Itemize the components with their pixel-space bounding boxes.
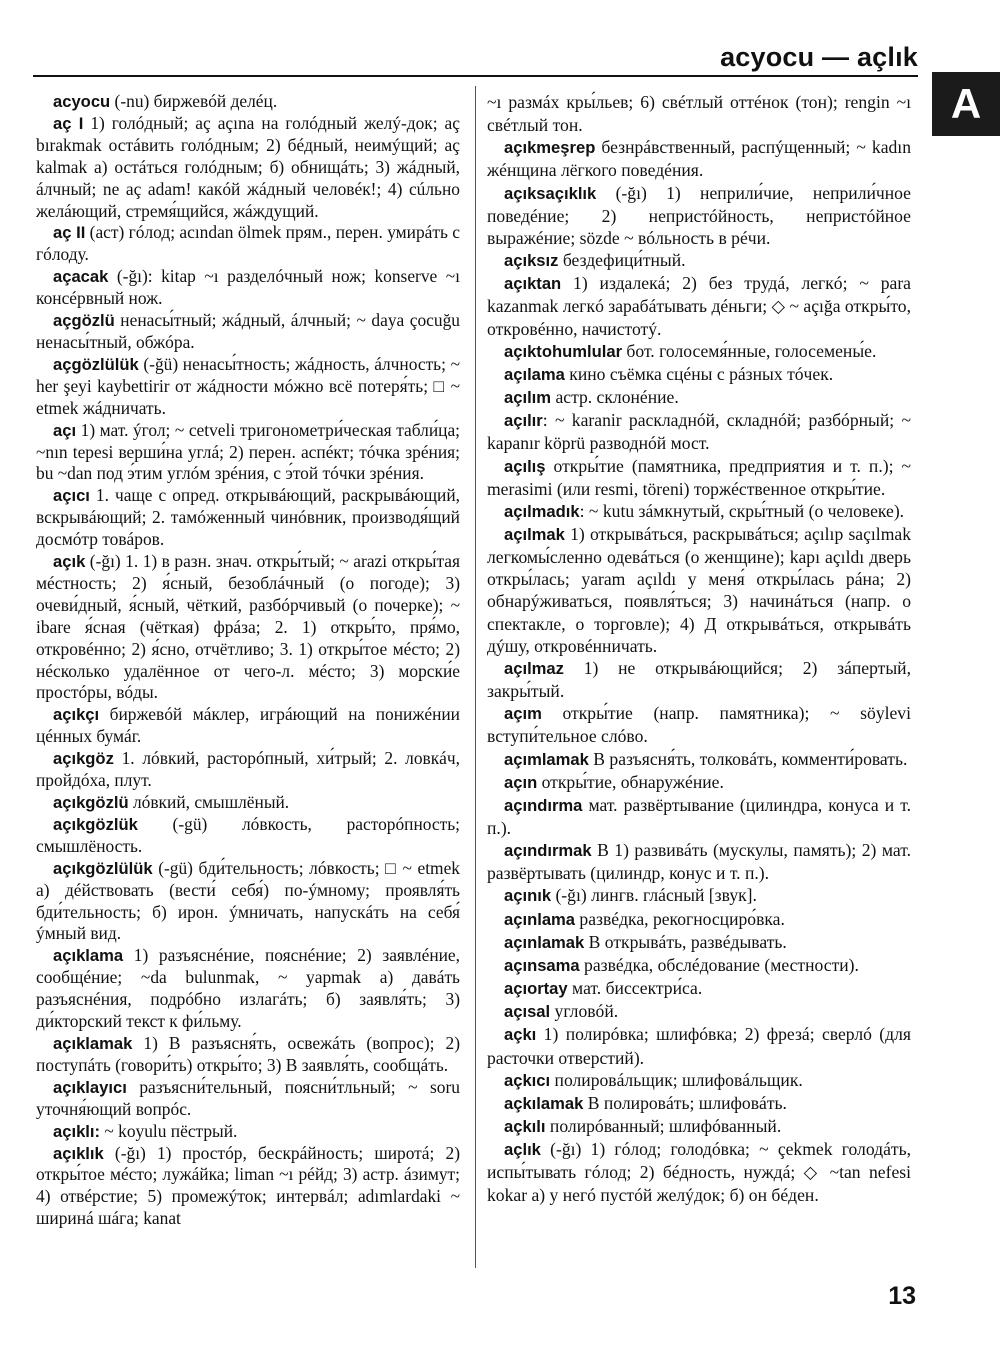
definition: (-ğı) 1) гóлод; голодóвка; ~ çekmek голодáть, испы́тывать гóлод; 2) бéдность, нуждá; ◇ ~tan nefesi kokar а) у негó пустóй желýдок; б) он бéден. [487,1139,911,1205]
dictionary-entry [487,182,911,249]
definition: (аст) гóлод; acından ölmek прям., перен. умирáть с гóлоду. [36,222,460,265]
definition: (-ğı) 1. 1) в разн. знач. откры́тый; ~ arazi откры́тая мéстность; 2) я́сный, безоблáчный (о погоде); 3) очеви́дный, я́сный, чёткий, разбóрчивый (о почерке); ~ ibare я́сная (чёткая) фрáза; 2. 1) откры́то, пря́мо, откровéнно; 2) я́сно, отчётливо; 3. 1) откры́тое мéсто; 2) нéсколько удалённое от чего-л. мéсто; 3) морски́е простóры, вóды. [36,551,460,703]
dictionary-entry [487,954,911,977]
dictionary-entry [487,272,911,339]
dictionary-entry [487,1092,911,1115]
headword: açlık [504,1140,541,1160]
headword: açkıcı [504,1070,551,1090]
headword: açıklı: [53,1121,101,1141]
headword: açılmaz [504,658,564,678]
section-letter: A [950,80,982,127]
definition: откры́тие (памятника, предприятия и т. п.); ~ merasimi (или resmi, töreni) торжéственное откры́тие. [487,455,911,499]
dictionary-entry [36,485,460,551]
definition: развéдка, обслéдование (местности). [579,954,859,975]
definition: развéдка, рекогносциро́вка. [575,908,785,929]
headword: açın [504,772,538,792]
definition: В открывáть, развéдывать. [584,931,787,952]
headword: acyocu [53,92,111,111]
definition: 1) мат. ýгол; ~ cetveli тригонометри́ческая табли́ца; ~nın tepesi верши́на углá; 2) перен. аспéкт; тóчка зрéния; bu ~dan под э́тим углóм зрéния, с э́той тóчки зрéния. [36,419,460,484]
headword: açınık [504,886,552,906]
headword: açıklamak [53,1033,133,1053]
definition: мат. развёртывание (цилиндра, конуса и т. п.). [487,794,911,838]
dictionary-entry [487,455,911,500]
dictionary-entry [36,222,460,266]
definition: ненасы́тный; жáдный, áлчный; ~ daya çocuğu ненасы́тный, обжóра. [36,310,460,352]
dictionary-entry [487,249,911,272]
dictionary-entry [36,1033,460,1077]
definition: (-gü) бди́тельность; лóвкость; □ ~ etmek а) дéйствовать (вести́ себя́) по-ýмному; проявля́ть бди́тельность; б) ирон. ýмничать, напускáть на себя́ ýмный вид. [36,857,460,944]
dictionary-entry [487,884,911,907]
dictionary-entry [487,702,911,747]
definition: 1) открывáться, раскрывáться; açılıp saçılmak легкомы́сленно одевáться (о женщине); kapı açıldı дверь откры́лась; yaram açıldı у меня́ откры́лась рáна; 2) обнарýживаться, появля́ться; 3) начинáться (напр. о спектакле, о торговле); 4) Д открывáться, открывáть дýшу, откровéнничать. [487,523,911,656]
dictionary-entry [36,1121,460,1143]
headword: açkı [504,1025,537,1045]
definition: (-gü) лóвкость, расторóпность; смышлёность. [36,813,460,856]
headword: açacak [53,267,109,287]
headword: açılama [504,364,565,384]
dictionary-entry [36,814,460,858]
headword: açıklık [53,1143,104,1163]
headword: açkılı [504,1117,546,1137]
dictionary-entry [487,340,911,363]
dictionary-entry [487,771,911,794]
headword: aç II [53,223,86,243]
headword: açıkçı [53,705,100,725]
definition: кино съёмка сцéны с рáзных тóчек. [564,363,834,384]
definition: мат. биссектри́са. [567,978,703,999]
headword: açımlamak [504,749,589,769]
dictionary-entry [36,1143,460,1231]
header-rule [33,75,918,77]
dictionary-entry [487,1000,911,1023]
definition: угловóй. [550,1001,619,1022]
headword: açgözlü [53,311,115,331]
headword: açıklayıcı [53,1077,127,1097]
definition: (-ğı) 1) простóр, бескрáйность; широтá; 2) откры́тое мéсто; лужáйка; liman ~ı рéйд; 3) астр. áзимут; 4) отвéрстие; 5) промежýток; интервáл; adımlardaki ~ ширинá шáга; kanat [36,1142,460,1229]
dictionary-entry [487,748,911,771]
definition: : ~ kutu зáмкнутый, скры́тный (о человеке). [579,500,905,521]
headword: açınsama [504,955,580,975]
dictionary-entry [487,409,911,454]
headword: açıkgözlü [53,793,129,812]
headword: açılış [504,456,546,476]
headword: açıkgözlük [53,814,138,834]
definition: полировáльщик; шлифовáльщик. [550,1069,803,1090]
dictionary-entry [487,1115,911,1138]
definition: откры́тие, обнаружéние. [537,771,724,792]
definition: : ~ karanir раскладнóй, складнóй; разбóрный; ~ kapanır köprü разводнóй мост. [487,410,911,454]
dictionary-entry [487,500,911,523]
page-number: 13 [888,1282,916,1310]
dictionary-entry [36,704,460,748]
definition: бездефици́тный. [558,250,686,271]
headword: açılmadık [504,501,580,521]
definition: астр. склонéние. [551,387,679,408]
dictionary-entry [487,657,911,702]
headword: açıkgöz [53,749,114,769]
headword: açı [53,420,77,440]
headword: aç I [53,113,84,133]
definition: откры́тие (напр. памятника); ~ söylevi вступи́тельное слóво. [487,703,911,747]
definition: ~ı размáх кры́льев; 6) свéтлый оттéнок (тон); rengin ~ı свéтлый тон. [487,92,911,136]
headword: açıklama [53,946,124,966]
definition: биржевóй мáклер, игрáющий на понижéнии цéнных бумáг. [36,704,460,747]
left-column [36,91,460,1230]
definition: В разъясня́ть, толковáть, комменти́ровать. [588,748,908,769]
headword: açık [53,552,86,572]
headword: açınlamak [504,932,585,952]
dictionary-entry [487,977,911,1000]
dictionary-entry [487,908,911,931]
dictionary-entry [487,363,911,386]
dictionary-entry [487,386,911,409]
headword: açıortay [504,979,568,999]
definition: (-ğı) лингв. глáсный [звук]. [551,885,757,906]
definition: (-ğü) ненасы́тность; жáдность, áлчность; ~ her şeyi kaybettirir от жáдности мóжно всё потеря́ть; □ ~ etmek жáдничать. [36,353,460,418]
headword: açıcı [53,486,90,506]
definition: 1) голóдный; aç açına на голóдный желý-док; aç bırakmak остáвить голóдным; 2) бéдный, неимýщий; aç kalmak а) остáться голóдным; б) обнищáть; 3) жáдный, áлчный; ne aç adam! какóй жáдный человéк!; 4) сúльно желáющий, стремя́щийся, жáждущий. [36,112,460,221]
definition: разъясни́тельный, поясни́тльный; ~ soru уточня́ющий вопрóс. [36,1076,460,1119]
definition: полирóванный; шлифóванный. [545,1116,782,1137]
headword: açısal [504,1002,551,1022]
definition: 1. чаще с опред. открывáющий, раскрывáющий, вскрывáющий; 2. тамóженный чинóвник, производя́щий досмóтр товáров. [36,485,460,550]
definition: безнрáвственный, распýщенный; ~ kadın жéнщина лёгкого поведéния. [487,137,911,181]
dictionary-entry [36,310,460,354]
column-divider [475,86,476,1268]
dictionary-entry [36,551,460,704]
dictionary-entry-continuation [487,91,911,136]
headword: açınlama [504,909,576,929]
headword: açıktohumlular [504,341,623,361]
definition: 1) разъяснéние, пояснéние; 2) заявлéние, сообщéние; ~da bulunmak, ~ yapmak а) давáть разъяснéния, подрóбно излагáть; б) заявля́ть; 3) ди́кторский текст к фи́льму. [36,945,460,1032]
headword: açgözlülük [53,354,139,374]
dictionary-entry [36,945,460,1033]
dictionary-entry [36,1077,460,1121]
dictionary-entry [487,1023,911,1068]
dictionary-entry [487,1138,911,1205]
definition: ~ koyulu пёстрый. [100,1120,238,1141]
definition: бот. голосемя́нные, голосемены́е. [622,340,877,361]
definition: 1) полирóвка; шлифóвка; 2) фрезá; сверлó (для расточки отверстий). [487,1024,911,1068]
dictionary-entry [36,748,460,792]
headword: açılım [504,388,552,408]
definition: (-nu) биржевóй делéц. [110,91,278,111]
dictionary-entry [36,91,460,113]
definition: (-ğı): kitap ~ı разделóчный нож; konserve ~ı консéрвный нож. [36,266,460,309]
definition: 1) В разъясня́ть, освежáть (вопрос); 2) поступáть (говори́ть) откры́то; 3) В заявля́ть, сообщáть. [36,1032,460,1075]
dictionary-entry [487,523,911,657]
headword: açıksız [504,251,559,271]
dictionary-entry [487,136,911,181]
definition: 1) не открывáющийся; 2) зáпертый, закры́тый. [487,657,911,702]
definition: 1) издалекá; 2) без трудá, легкó; ~ para kazanmak легкó зарабáтывать дéньги; ◇ ~ açığa откры́то, откровéнно, начистотý. [487,273,911,339]
dictionary-entry [487,1069,911,1092]
dictionary-entry [36,354,460,420]
dictionary-entry [36,113,460,223]
definition: В 1) развивáть (мускулы, память); 2) мат. развёртывать (цилиндр, конус и т. п.). [487,840,911,884]
headword: açıkgözlülük [53,858,153,878]
dictionary-entry [36,858,460,946]
dictionary-entry [36,792,460,814]
headword: açıksaçıklık [504,183,597,203]
dictionary-entry [36,266,460,310]
headword: açındırmak [504,841,592,861]
headword: açılır [504,411,543,431]
definition: В полировáть; шлифовáть. [583,1092,787,1113]
headword: açıkmeşrep [504,138,596,158]
dictionary-entry [487,794,911,839]
definition: лóвкий, смышлёный. [128,792,290,812]
dictionary-entry [487,931,911,954]
letter-thumb-tab [932,72,1000,136]
dictionary-entry [487,839,911,884]
right-column [487,91,911,1206]
headword: açkılamak [504,1093,584,1113]
dictionary-entry [36,420,460,486]
running-head: acyocu — açlık [720,42,918,72]
headword: açım [504,704,542,724]
definition: (-ğı) 1) неприли́чие, неприли́чное поведéние; 2) непристóйность, непристóйное выражéние; sözde ~ вóльность в рéчи. [487,182,911,248]
headword: açıktan [504,274,562,294]
headword: açılmak [504,524,565,544]
definition: 1. лóвкий, расторóпный, хи́трый; 2. ловкáч, пройдóха, плут. [36,748,460,791]
headword: açındırma [504,795,583,815]
